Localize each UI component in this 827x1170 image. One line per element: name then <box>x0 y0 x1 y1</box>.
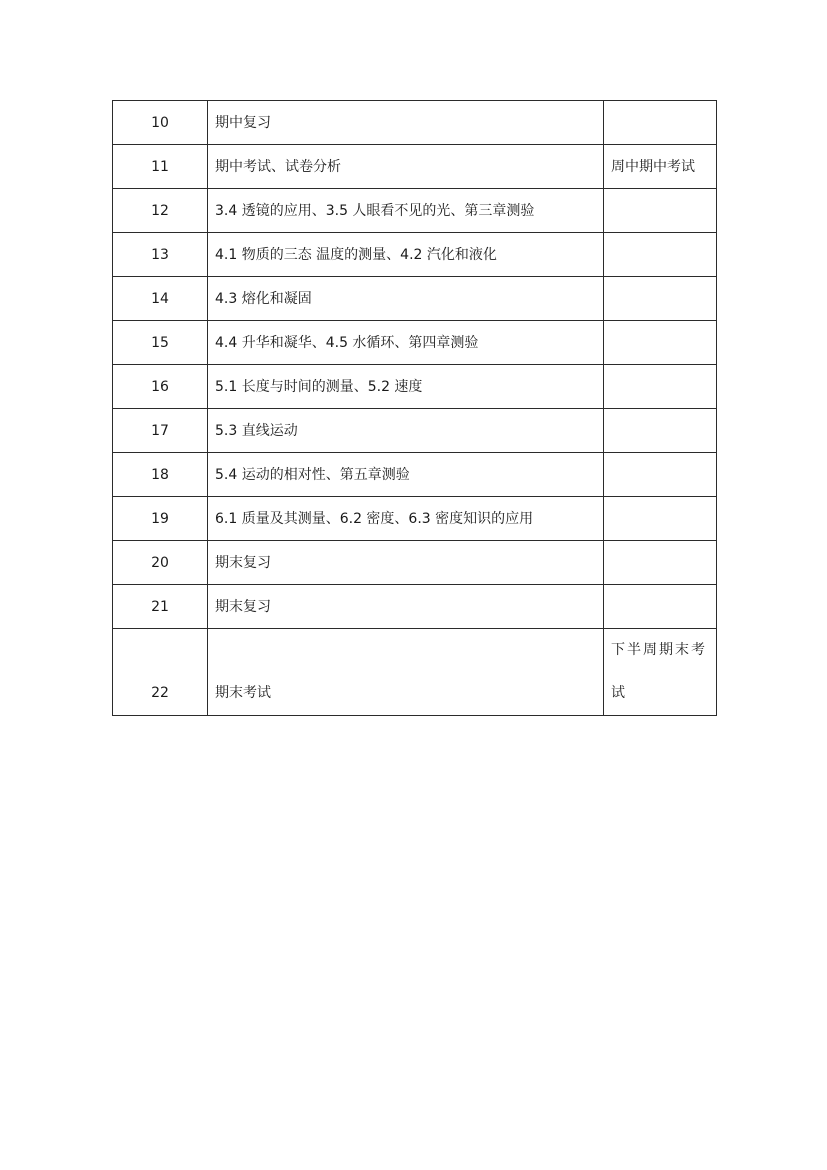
content-cell: 5.1 长度与时间的测量、5.2 速度 <box>208 365 604 409</box>
table-row <box>113 409 717 453</box>
table-row <box>113 541 717 585</box>
note-cell <box>604 409 717 453</box>
table-row <box>113 497 717 541</box>
schedule-table <box>112 100 717 716</box>
week-cell: 18 <box>113 453 208 497</box>
note-cell <box>604 497 717 541</box>
table-row <box>113 277 717 321</box>
week-cell: 12 <box>113 189 208 233</box>
content-cell: 4.4 升华和凝华、4.5 水循环、第四章测验 <box>208 321 604 365</box>
note-cell <box>604 541 717 585</box>
week-cell: 20 <box>113 541 208 585</box>
note-cell <box>604 233 717 277</box>
table-row <box>113 585 717 629</box>
content-cell: 4.1 物质的三态 温度的测量、4.2 汽化和液化 <box>208 233 604 277</box>
content-cell: 期中复习 <box>208 101 604 145</box>
week-cell: 11 <box>113 145 208 189</box>
content-cell: 期末考试 <box>208 629 604 716</box>
week-cell: 10 <box>113 101 208 145</box>
content-cell: 期末复习 <box>208 585 604 629</box>
content-cell: 期中考试、试卷分析 <box>208 145 604 189</box>
note-cell <box>604 365 717 409</box>
week-cell: 21 <box>113 585 208 629</box>
content-cell: 6.1 质量及其测量、6.2 密度、6.3 密度知识的应用 <box>208 497 604 541</box>
table-row <box>113 189 717 233</box>
content-cell: 5.4 运动的相对性、第五章测验 <box>208 453 604 497</box>
content-cell: 期末复习 <box>208 541 604 585</box>
week-cell: 15 <box>113 321 208 365</box>
table-row <box>113 453 717 497</box>
week-cell: 19 <box>113 497 208 541</box>
note-cell <box>604 585 717 629</box>
week-cell: 13 <box>113 233 208 277</box>
note-cell <box>604 321 717 365</box>
note-cell <box>604 453 717 497</box>
week-cell: 17 <box>113 409 208 453</box>
week-cell: 22 <box>113 629 208 716</box>
table-row <box>113 629 717 716</box>
table-row <box>113 233 717 277</box>
table-row <box>113 145 717 189</box>
week-cell: 16 <box>113 365 208 409</box>
note-cell <box>604 101 717 145</box>
table-row <box>113 365 717 409</box>
note-cell <box>604 189 717 233</box>
table-row <box>113 321 717 365</box>
note-cell <box>604 277 717 321</box>
note-cell: 下半周期末考试 <box>604 629 717 716</box>
content-cell: 3.4 透镜的应用、3.5 人眼看不见的光、第三章测验 <box>208 189 604 233</box>
week-cell: 14 <box>113 277 208 321</box>
note-cell: 周中期中考试 <box>604 145 717 189</box>
content-cell: 5.3 直线运动 <box>208 409 604 453</box>
table-row <box>113 101 717 145</box>
content-cell: 4.3 熔化和凝固 <box>208 277 604 321</box>
